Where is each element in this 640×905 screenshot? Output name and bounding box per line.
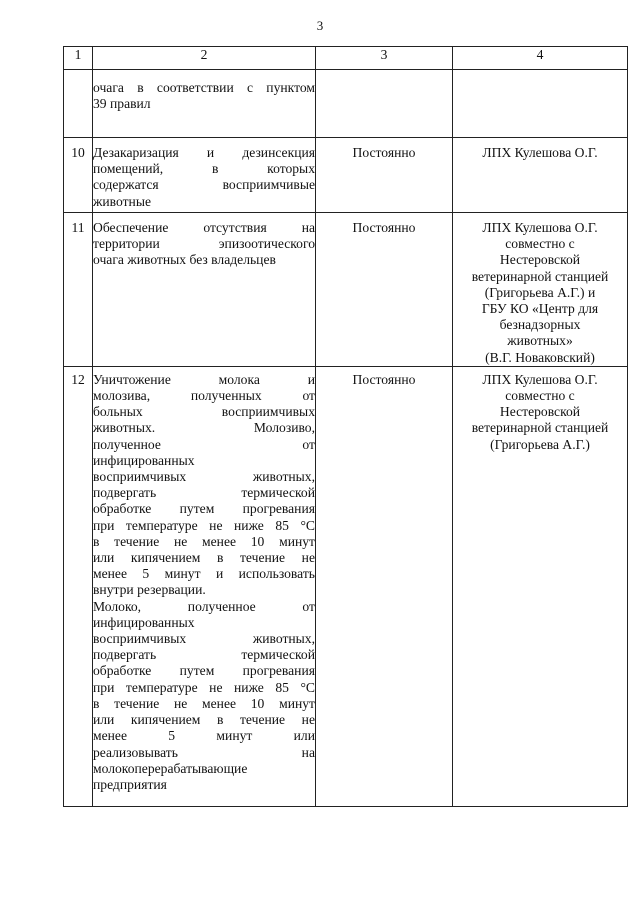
responsible-cell — [453, 213, 628, 367]
desc-line: восприимчивых животных, — [93, 631, 315, 647]
desc-line: обработке путем прогревания — [93, 501, 315, 517]
desc-line: или кипячением в течение не — [93, 550, 315, 566]
desc-line: Обеспечение отсутствия на — [93, 220, 315, 235]
period-cell — [316, 70, 453, 138]
table-row — [64, 366, 628, 806]
resp-line: совместно с — [505, 236, 575, 252]
page-number: 3 — [316, 18, 324, 33]
desc-line: при температуре не ниже 85 °С — [93, 517, 315, 533]
measure-description — [93, 70, 316, 138]
desc-line: при температуре не ниже 85 °С — [93, 679, 315, 695]
desc-line: в течение не менее 10 минут — [93, 695, 315, 711]
resp-line: Нестеровской — [499, 252, 581, 268]
resp-line: ветеринарной станцией — [471, 268, 609, 284]
desc-line: в течение не менее 10 минут — [93, 533, 315, 549]
resp-line: (В.Г. Новаковский) — [485, 349, 595, 365]
desc-line: животные — [93, 193, 151, 209]
desc-line: внутри резервации. — [93, 582, 206, 598]
row-number: 10 — [64, 138, 93, 213]
row-number: 11 — [64, 213, 93, 367]
desc-line: восприимчивых животных, — [93, 469, 315, 485]
resp-line: ветеринарной станцией — [471, 420, 609, 436]
resp-line: (Григорьева А.Г.) и — [484, 284, 596, 300]
resp-line: Нестеровской — [499, 404, 581, 420]
resp-line: (Григорьева А.Г.) — [490, 436, 590, 452]
column-header-1: 1 — [64, 47, 93, 70]
column-header-2: 2 — [93, 47, 316, 70]
measure-description — [93, 138, 316, 213]
desc-line: помещений, в которых — [93, 161, 315, 177]
row-number-cell — [64, 70, 93, 138]
measures-table — [63, 46, 628, 807]
table-row-continuation — [64, 70, 628, 138]
desc-line: менее 5 минут или — [93, 728, 315, 744]
responsible-cell — [453, 70, 628, 138]
desc-line: предприятия — [93, 776, 167, 792]
desc-line: Молоко, полученное от — [93, 598, 315, 614]
desc-line: инфицированных — [93, 452, 195, 468]
table-row — [64, 138, 628, 213]
resp-line: ЛПХ Кулешова О.Г. — [482, 371, 598, 387]
resp-line: животных» — [507, 333, 573, 349]
desc-line: полученное от — [93, 436, 315, 452]
desc-line: территории эпизоотического — [93, 236, 315, 252]
resp-line: ЛПХ Кулешова О.Г. — [482, 220, 598, 235]
desc-line: содержатся восприимчивые — [93, 177, 315, 193]
desc-line: инфицированных — [93, 614, 195, 630]
desc-line: больных восприимчивых — [93, 404, 315, 420]
resp-line: совместно с — [505, 388, 575, 404]
column-header-3: 3 — [316, 47, 453, 70]
desc-line: менее 5 минут и использовать — [93, 566, 315, 582]
desc-line: реализовывать на — [93, 744, 315, 760]
period-cell: Постоянно — [316, 138, 453, 213]
column-header-4: 4 — [453, 47, 628, 70]
desc-line: или кипячением в течение не — [93, 712, 315, 728]
responsible-cell — [453, 366, 628, 806]
measure-description — [93, 213, 316, 367]
desc-line: Уничтожение молока и — [93, 371, 315, 387]
desc-line: подвергать термической — [93, 647, 315, 663]
resp-line: ГБУ КО «Центр для — [481, 301, 599, 317]
period-cell: Постоянно — [316, 213, 453, 367]
desc-line: животных. Молозиво, — [93, 420, 315, 436]
desc-line: очага в соответствии с пунктом — [93, 80, 315, 95]
responsible-cell — [453, 138, 628, 213]
row-number: 12 — [64, 366, 93, 806]
desc-line: очага животных без владельцев — [93, 252, 276, 268]
desc-line: 39 правил — [93, 96, 151, 112]
table-row — [64, 213, 628, 367]
desc-line: подвергать термической — [93, 485, 315, 501]
resp-line: безнадзорных — [499, 317, 581, 333]
resp-line: ЛПХ Кулешова О.Г. — [482, 145, 598, 160]
desc-line: обработке путем прогревания — [93, 663, 315, 679]
period-cell: Постоянно — [316, 366, 453, 806]
table-header-row — [64, 47, 628, 70]
desc-line: молокоперерабатывающие — [93, 760, 248, 776]
measure-description — [93, 366, 316, 806]
desc-line: Дезакаризация и дезинсекция — [93, 145, 315, 160]
desc-line: молозива, полученных от — [93, 388, 315, 404]
